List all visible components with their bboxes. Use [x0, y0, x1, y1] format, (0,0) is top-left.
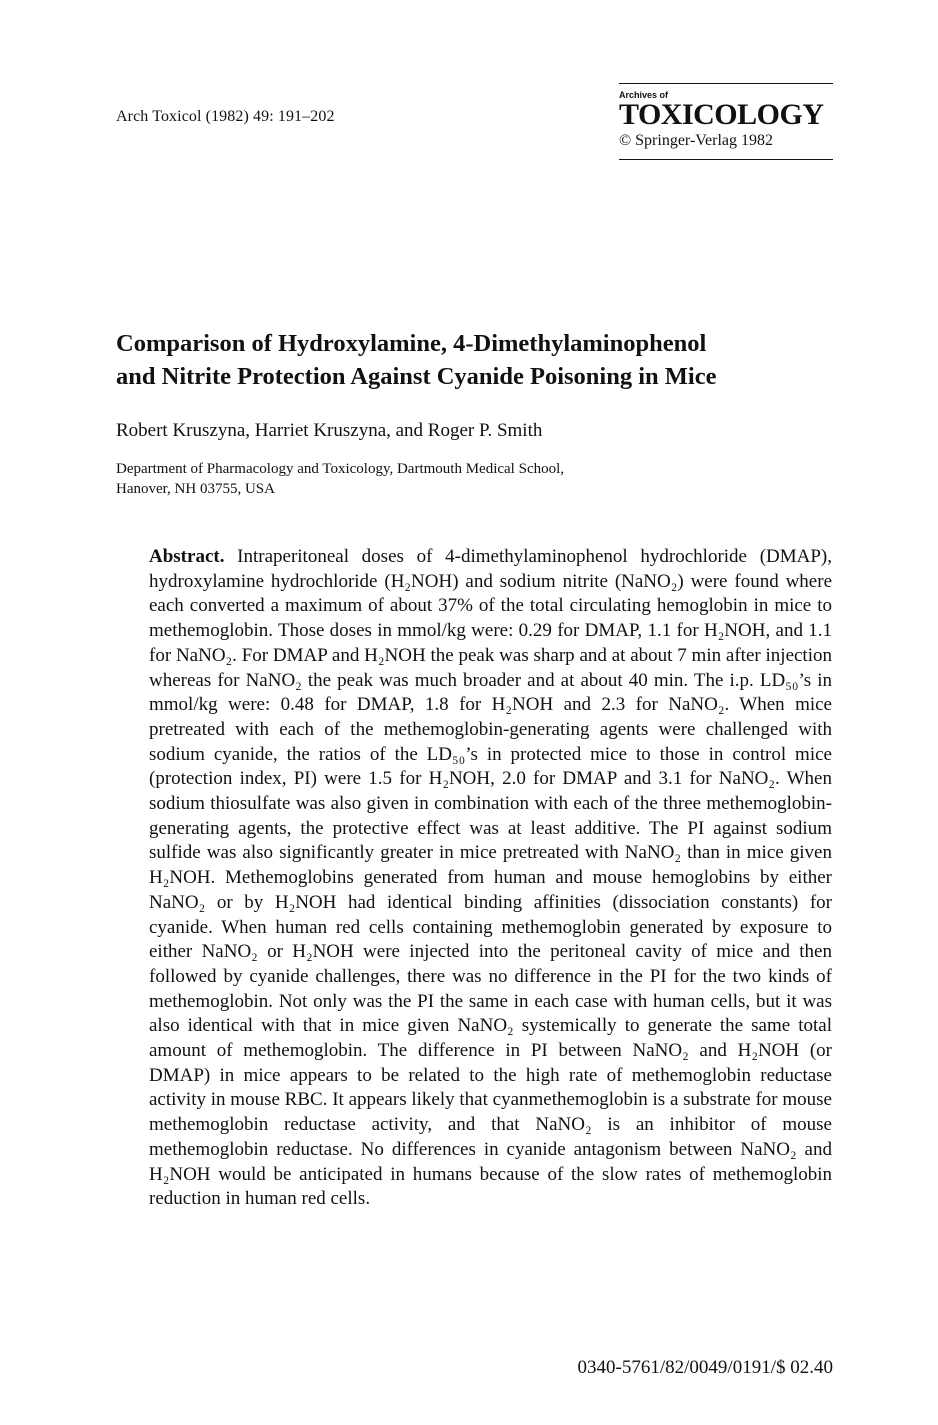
publisher-copyright: © Springer-Verlag 1982	[619, 132, 774, 149]
journal-citation: Arch Toxicol (1982) 49: 191–202	[116, 108, 335, 125]
journal-name: TOXICOLOGY	[619, 98, 824, 131]
affiliation-line-2: Hanover, NH 03755, USA	[116, 481, 275, 497]
affiliation	[116, 459, 736, 499]
article-title	[116, 327, 856, 393]
article-title-line-1: Comparison of Hydroxylamine, 4-Dimethylaminophenol	[116, 330, 707, 357]
abstract-text: Intraperitoneal doses of 4-dimethylaminophenol hydrochloride (DMAP), hydroxylamine hydrochloride (H₂NOH) and sodium nitrite (NaNO₂) were found where each converted a maximum of about 37% of the total circulating hemoglobin in mice to methemoglobin. Those doses in mmol/kg were: 0.29 for DMAP, 1.1 for H₂NOH, and 1.1 for NaNO₂. For DMAP and H₂NOH the peak was sharp and at about 7 min after injection whereas for NaNO₂ the peak was much broader and at about 40 min. The i.p. LD₅₀’s in mmol/kg were: 0.48 for DMAP, 1.8 for H₂NOH and 2.3 for NaNO₂. When mice pretreated with each of the methemoglobin-generating agents were challenged with sodium cyanide, the ratios of the LD₅₀’s in protected mice to those in control mice (protection index, PI) were 1.5 for H₂NOH, 2.0 for DMAP and 3.1 for NaNO₂. When sodium thiosulfate was also given in combination with each of the three methemoglobin-generating agents, the protective effect was at least additive. The PI against sodium sulfide was also significantly greater in mice pretreated with NaNO₂ than in mice given H₂NOH. Methemoglobins generated from human and mouse hemoglobins by either NaNO₂ or by H₂NOH had identical binding affinities (dissociation constants) for cyanide. When human red cells containing methemoglobin generated by exposure to either NaNO₂ or H₂NOH were injected into the peritoneal cavity of mice and then followed by cyanide challenges, there was no difference in the PI for the two kinds of methemoglobin. Not only was the PI the same in each case with human cells, but it was also identical with that in mice given NaNO₂ systemically to generate the same total amount of methemoglobin. The difference in PI between NaNO₂ and H₂NOH (or DMAP) in mice appears to be related to the high rate of methemoglobin reductase activity in mouse RBC. It appears likely that cyanmethemoglobin is a substrate for mouse methemoglobin reductase activity, and that NaNO₂ is an inhibitor of mouse methemoglobin reductase. No differences in cyanide antagonism between NaNO₂ and H₂NOH would be anticipated in humans because of the slow rates of methemoglobin reduction in human red cells.	[149, 546, 833, 1210]
affiliation-line-1: Department of Pharmacology and Toxicology, Dartmouth Medical School,	[116, 461, 565, 477]
article-code: 0340-5761/82/0049/0191/$ 02.40	[577, 1357, 833, 1378]
journal-logo-block	[619, 83, 833, 160]
authors: Robert Kruszyna, Harriet Kruszyna, and Roger P. Smith	[116, 420, 543, 441]
abstract	[149, 545, 832, 1212]
article-title-line-2: and Nitrite Protection Against Cyanide Poisoning in Mice	[116, 363, 717, 390]
journal-prefix: Archives of	[619, 90, 669, 100]
abstract-label: Abstract.	[149, 546, 225, 567]
